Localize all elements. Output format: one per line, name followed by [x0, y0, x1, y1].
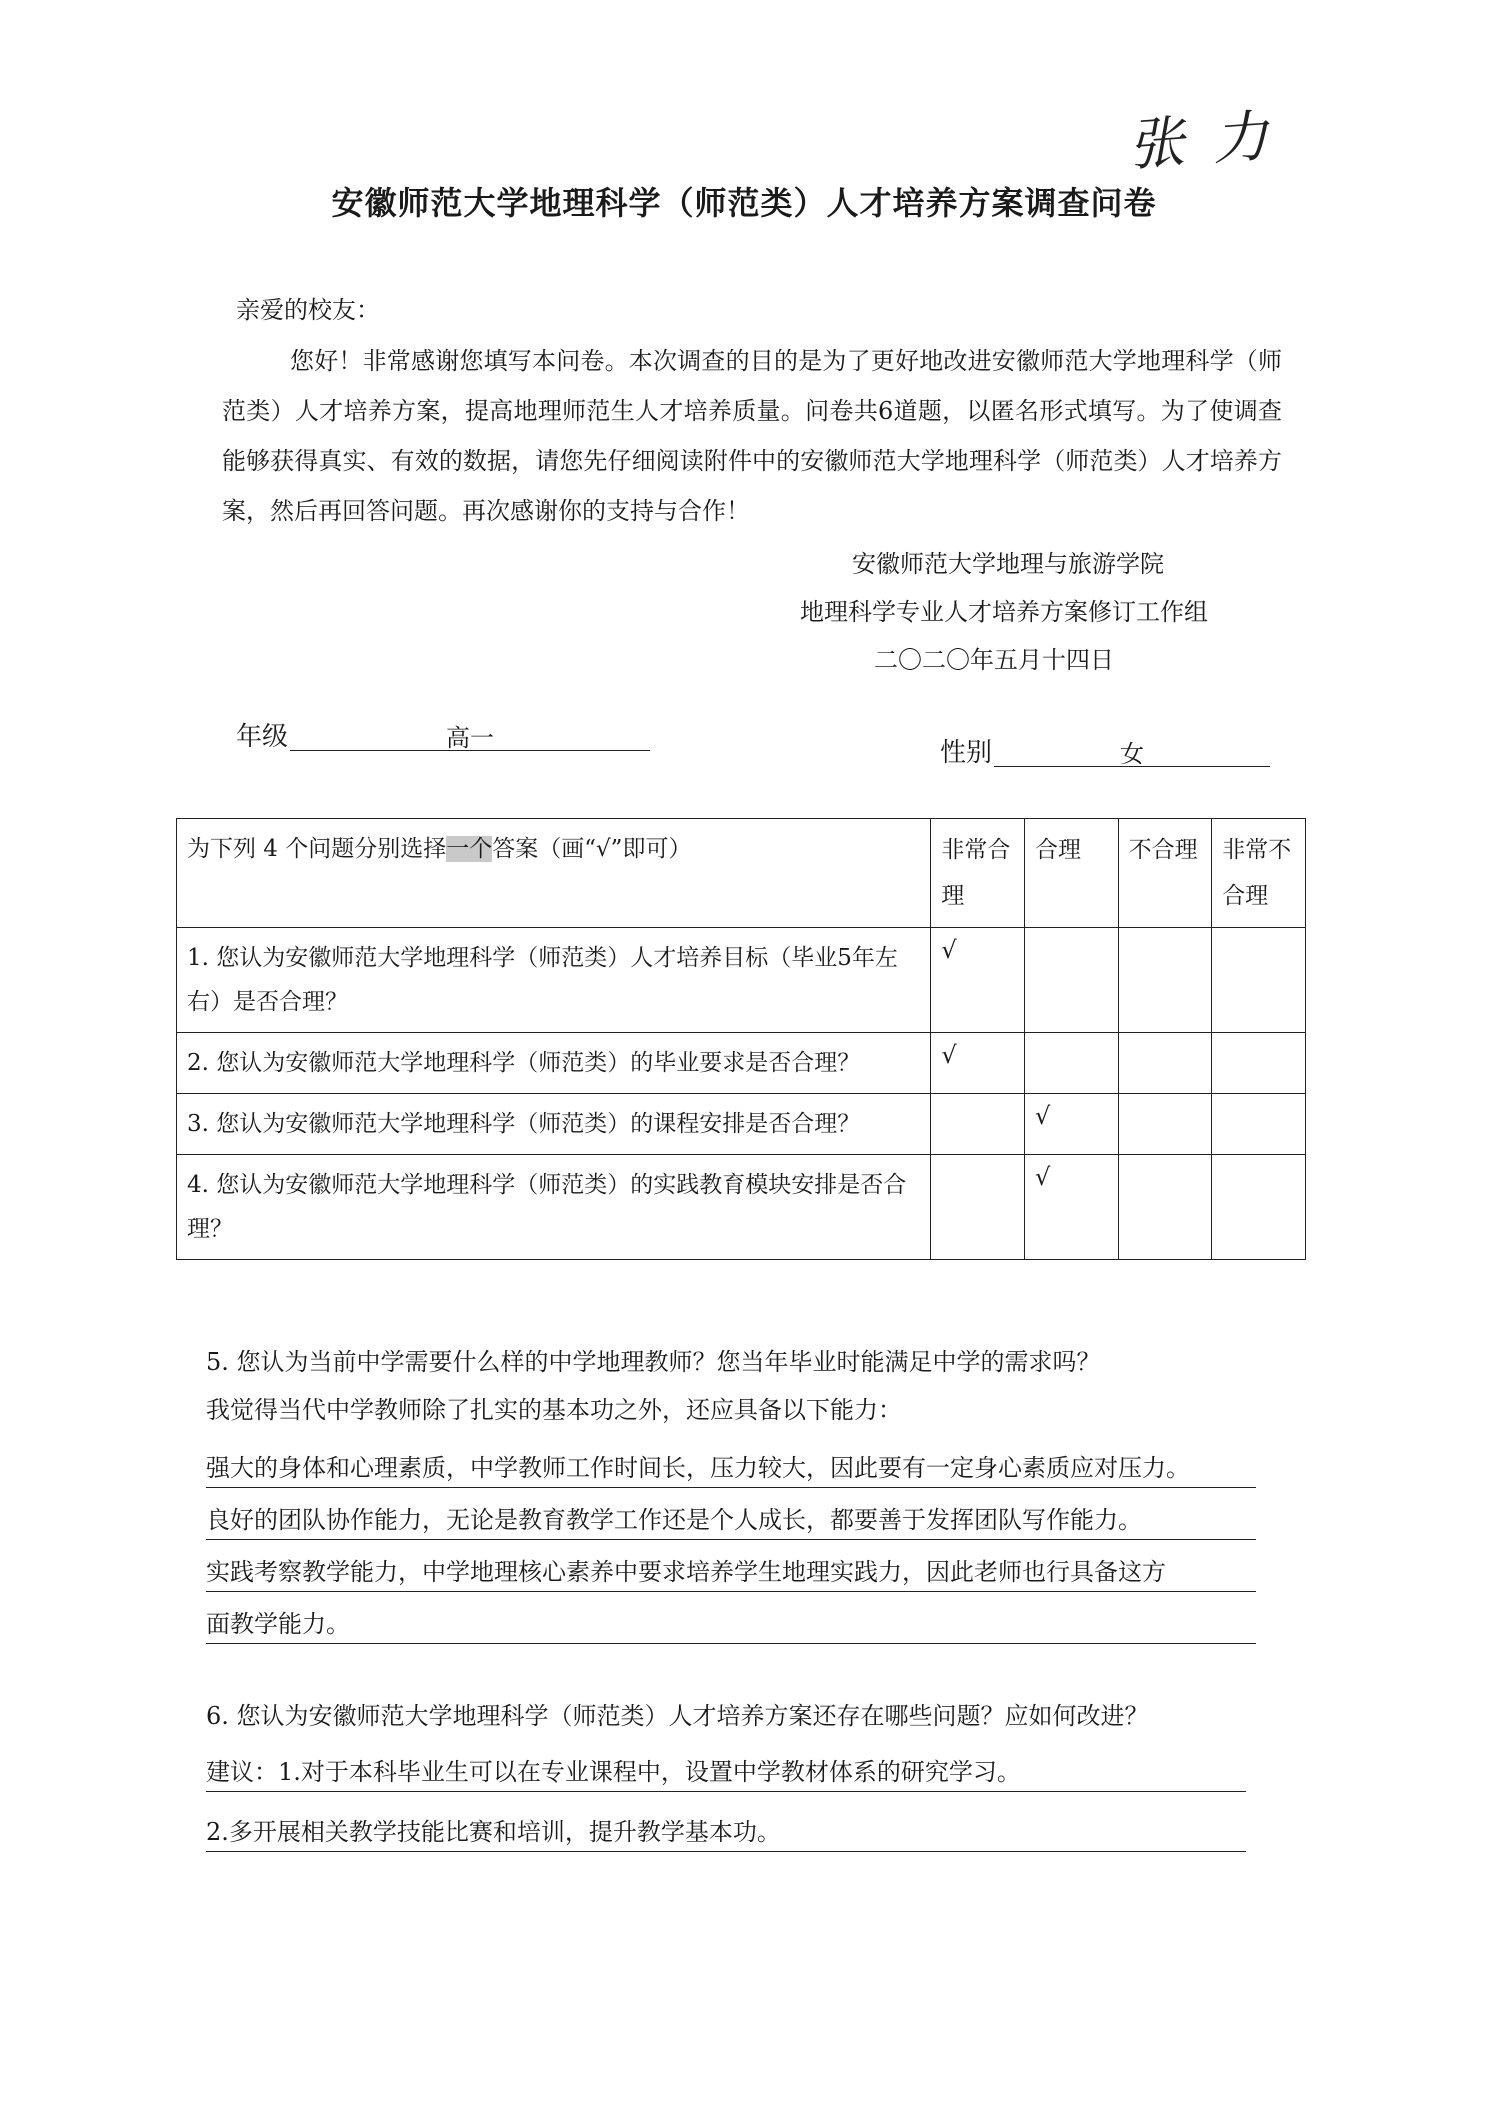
instruction-text-post: 答案（画“√”即可）: [492, 836, 692, 862]
table-row: [177, 1094, 1306, 1155]
question-2: 2. 您认为安徽师范大学地理科学（师范类）的毕业要求是否合理？: [177, 1033, 931, 1094]
q4-mark-very-reasonable[interactable]: [931, 1155, 1025, 1260]
table-row: [177, 928, 1306, 1033]
question-1: 1. 您认为安徽师范大学地理科学（师范类）人才培养目标（毕业5年左右）是否合理？: [177, 928, 931, 1033]
gender-label: 性别: [940, 738, 993, 768]
question-5-answer-line-1[interactable]: 强大的身体和心理素质，中学教师工作时间长，压力较大，因此要有一定身心素质应对压力。: [206, 1448, 1256, 1488]
signature-date: 二〇二〇年五月十四日: [874, 646, 1114, 674]
q3-mark-reasonable[interactable]: √: [1025, 1094, 1119, 1155]
question-5: 5. 您认为当前中学需要什么样的中学地理教师？您当年毕业时能满足中学的需求吗？: [206, 1348, 1101, 1376]
option-reasonable: 合理: [1025, 819, 1119, 928]
table-header-row: [177, 819, 1306, 928]
grade-label: 年级: [236, 722, 289, 752]
instruction-text-pre: 为下列 4 个问题分别选择: [187, 836, 447, 862]
grade-field[interactable]: 高一: [290, 718, 650, 751]
question-5-answer-line-2[interactable]: 良好的团队协作能力，无论是教育教学工作还是个人成长，都要善于发挥团队写作能力。: [206, 1500, 1256, 1540]
q3-mark-very-reasonable[interactable]: [931, 1094, 1025, 1155]
question-6: 6. 您认为安徽师范大学地理科学（师范类）人才培养方案还存在哪些问题？应如何改进？: [206, 1702, 1149, 1730]
q1-mark-reasonable[interactable]: [1025, 928, 1119, 1033]
survey-table: [176, 818, 1306, 1260]
q2-mark-very-reasonable[interactable]: √: [931, 1033, 1025, 1094]
q4-mark-reasonable[interactable]: √: [1025, 1155, 1119, 1260]
table-row: [177, 1033, 1306, 1094]
question-5-answer-line-4[interactable]: 面教学能力。: [206, 1604, 1256, 1644]
question-6-answer-line-2[interactable]: 2.多开展相关教学技能比赛和培训，提升教学基本功。: [206, 1812, 1246, 1852]
q3-mark-unreasonable[interactable]: [1118, 1094, 1212, 1155]
question-5-answer-lead: 我觉得当代中学教师除了扎实的基本功之外，还应具备以下能力：: [206, 1396, 902, 1424]
intro-paragraph: 您好！非常感谢您填写本问卷。本次调查的目的是为了更好地改进安徽师范大学地理科学（师范类）人才培养方案，提高地理师范生人才培养质量。问卷共6道题，以匿名形式填写。为了使调查能够获得真实、有效的数据，请您先仔细阅读附件中的安徽师范大学地理科学（师范类）人才培养方案，然后再回答问题。再次感谢你的支持与合作！: [222, 347, 1282, 525]
option-very-reasonable: 非常合理: [931, 819, 1025, 928]
signature-org-2: 地理科学专业人才培养方案修订工作组: [800, 598, 1208, 626]
question-5-answer-line-3[interactable]: 实践考察教学能力，中学地理核心素养中要求培养学生地理实践力，因此老师也行具备这方: [206, 1552, 1256, 1592]
q4-mark-very-unreasonable[interactable]: [1212, 1155, 1306, 1260]
salutation: 亲爱的校友：: [236, 296, 380, 324]
q1-mark-unreasonable[interactable]: [1118, 928, 1212, 1033]
q1-mark-very-unreasonable[interactable]: [1212, 928, 1306, 1033]
question-4: 4. 您认为安徽师范大学地理科学（师范类）的实践教育模块安排是否合理？: [177, 1155, 931, 1260]
q2-mark-unreasonable[interactable]: [1118, 1033, 1212, 1094]
q2-mark-very-unreasonable[interactable]: [1212, 1033, 1306, 1094]
signature-org-1: 安徽师范大学地理与旅游学院: [852, 550, 1164, 578]
q4-mark-unreasonable[interactable]: [1118, 1155, 1212, 1260]
table-instruction: [177, 819, 931, 928]
instruction-highlight: 一个: [446, 836, 493, 862]
q2-mark-reasonable[interactable]: [1025, 1033, 1119, 1094]
q1-mark-very-reasonable[interactable]: √: [931, 928, 1025, 1033]
page-title: 安徽师范大学地理科学（师范类）人才培养方案调查问卷: [331, 184, 1157, 222]
q3-mark-very-unreasonable[interactable]: [1212, 1094, 1306, 1155]
table-row: [177, 1155, 1306, 1260]
gender-field[interactable]: 女: [994, 734, 1270, 767]
question-3: 3. 您认为安徽师范大学地理科学（师范类）的课程安排是否合理？: [177, 1094, 931, 1155]
handwritten-signature: 张力: [1126, 102, 1299, 179]
option-very-unreasonable: 非常不合理: [1212, 819, 1306, 928]
option-unreasonable: 不合理: [1118, 819, 1212, 928]
question-6-answer-line-1[interactable]: 建议：1.对于本科毕业生可以在专业课程中，设置中学教材体系的研究学习。: [206, 1752, 1246, 1792]
